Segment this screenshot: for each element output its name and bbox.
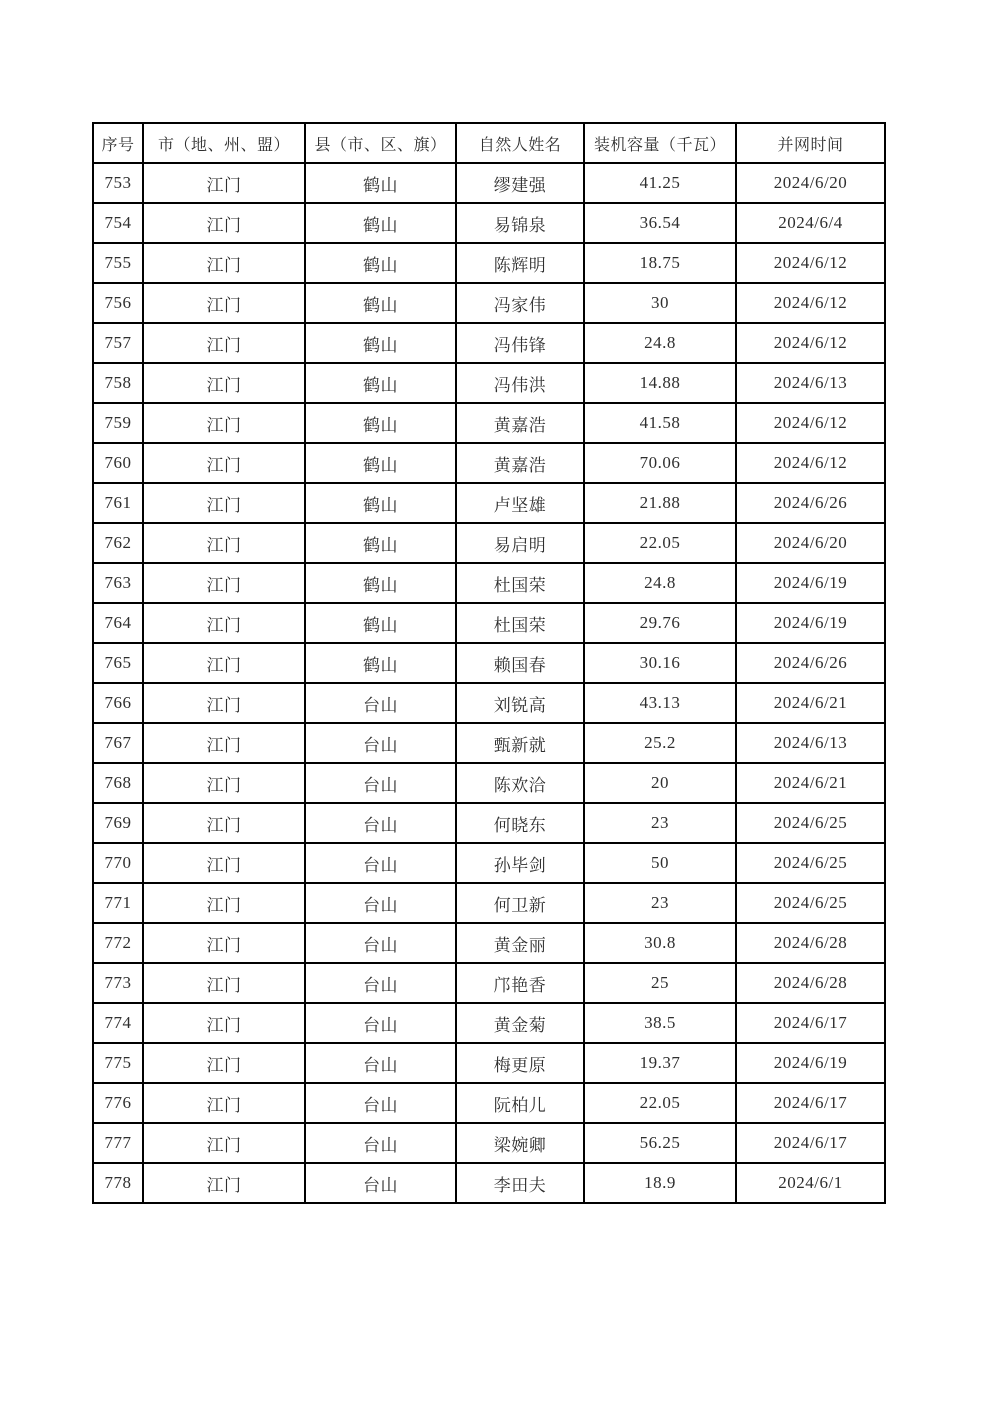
cell-person-name: 阮柏儿	[456, 1083, 584, 1123]
cell-county: 台山	[305, 803, 456, 843]
cell-serial-number: 771	[93, 883, 143, 923]
table-row	[93, 563, 885, 603]
cell-installed-capacity: 43.13	[584, 683, 736, 723]
cell-person-name: 卢坚雄	[456, 483, 584, 523]
cell-grid-connection-time: 2024/6/20	[736, 163, 885, 203]
cell-serial-number: 777	[93, 1123, 143, 1163]
cell-grid-connection-time: 2024/6/17	[736, 1083, 885, 1123]
cell-serial-number: 764	[93, 603, 143, 643]
header-county: 县（市、区、旗）	[305, 123, 456, 163]
cell-installed-capacity: 25.2	[584, 723, 736, 763]
cell-city: 江门	[143, 603, 305, 643]
cell-grid-connection-time: 2024/6/25	[736, 843, 885, 883]
cell-installed-capacity: 20	[584, 763, 736, 803]
cell-person-name: 黄金丽	[456, 923, 584, 963]
table-row	[93, 723, 885, 763]
cell-serial-number: 758	[93, 363, 143, 403]
cell-grid-connection-time: 2024/6/12	[736, 243, 885, 283]
cell-installed-capacity: 41.58	[584, 403, 736, 443]
grid-connection-table	[92, 122, 886, 1204]
cell-installed-capacity: 30	[584, 283, 736, 323]
cell-county: 台山	[305, 843, 456, 883]
cell-county: 台山	[305, 883, 456, 923]
cell-person-name: 甄新就	[456, 723, 584, 763]
cell-person-name: 梅更原	[456, 1043, 584, 1083]
table-row	[93, 763, 885, 803]
cell-county: 台山	[305, 683, 456, 723]
cell-installed-capacity: 22.05	[584, 523, 736, 563]
table-row	[93, 203, 885, 243]
cell-county: 鹤山	[305, 363, 456, 403]
cell-grid-connection-time: 2024/6/26	[736, 483, 885, 523]
cell-serial-number: 754	[93, 203, 143, 243]
cell-person-name: 刘锐高	[456, 683, 584, 723]
table-row	[93, 1083, 885, 1123]
cell-city: 江门	[143, 443, 305, 483]
cell-person-name: 杜国荣	[456, 563, 584, 603]
table-row	[93, 843, 885, 883]
cell-county: 鹤山	[305, 323, 456, 363]
header-person-name: 自然人姓名	[456, 123, 584, 163]
cell-grid-connection-time: 2024/6/4	[736, 203, 885, 243]
cell-installed-capacity: 29.76	[584, 603, 736, 643]
cell-county: 鹤山	[305, 203, 456, 243]
cell-installed-capacity: 25	[584, 963, 736, 1003]
cell-city: 江门	[143, 803, 305, 843]
cell-grid-connection-time: 2024/6/28	[736, 923, 885, 963]
cell-grid-connection-time: 2024/6/21	[736, 683, 885, 723]
cell-person-name: 冯伟洪	[456, 363, 584, 403]
table-body	[93, 163, 885, 1203]
cell-city: 江门	[143, 323, 305, 363]
cell-city: 江门	[143, 763, 305, 803]
cell-person-name: 李田夫	[456, 1163, 584, 1203]
cell-city: 江门	[143, 1043, 305, 1083]
cell-installed-capacity: 22.05	[584, 1083, 736, 1123]
cell-person-name: 孙毕剑	[456, 843, 584, 883]
cell-serial-number: 761	[93, 483, 143, 523]
cell-grid-connection-time: 2024/6/26	[736, 643, 885, 683]
table-row	[93, 1003, 885, 1043]
cell-city: 江门	[143, 203, 305, 243]
table-header-row	[93, 123, 885, 163]
table-row	[93, 963, 885, 1003]
table-row	[93, 923, 885, 963]
cell-city: 江门	[143, 563, 305, 603]
table-row	[93, 403, 885, 443]
cell-serial-number: 774	[93, 1003, 143, 1043]
cell-county: 鹤山	[305, 243, 456, 283]
cell-person-name: 缪建强	[456, 163, 584, 203]
cell-installed-capacity: 41.25	[584, 163, 736, 203]
cell-installed-capacity: 14.88	[584, 363, 736, 403]
cell-city: 江门	[143, 723, 305, 763]
cell-installed-capacity: 18.75	[584, 243, 736, 283]
cell-county: 台山	[305, 1123, 456, 1163]
cell-person-name: 邝艳香	[456, 963, 584, 1003]
table-row	[93, 283, 885, 323]
cell-installed-capacity: 21.88	[584, 483, 736, 523]
cell-serial-number: 767	[93, 723, 143, 763]
cell-serial-number: 773	[93, 963, 143, 1003]
cell-city: 江门	[143, 1083, 305, 1123]
cell-county: 鹤山	[305, 523, 456, 563]
cell-grid-connection-time: 2024/6/20	[736, 523, 885, 563]
table-header	[93, 123, 885, 163]
table-row	[93, 323, 885, 363]
cell-county: 台山	[305, 1043, 456, 1083]
cell-serial-number: 759	[93, 403, 143, 443]
cell-installed-capacity: 24.8	[584, 323, 736, 363]
cell-city: 江门	[143, 283, 305, 323]
cell-county: 鹤山	[305, 443, 456, 483]
cell-installed-capacity: 70.06	[584, 443, 736, 483]
cell-county: 鹤山	[305, 483, 456, 523]
header-grid-connection-time: 并网时间	[736, 123, 885, 163]
cell-city: 江门	[143, 683, 305, 723]
table-row	[93, 443, 885, 483]
cell-person-name: 黄金菊	[456, 1003, 584, 1043]
cell-person-name: 冯家伟	[456, 283, 584, 323]
cell-city: 江门	[143, 403, 305, 443]
cell-county: 鹤山	[305, 563, 456, 603]
table-row	[93, 803, 885, 843]
cell-city: 江门	[143, 923, 305, 963]
cell-city: 江门	[143, 1163, 305, 1203]
cell-serial-number: 770	[93, 843, 143, 883]
cell-city: 江门	[143, 1123, 305, 1163]
cell-person-name: 易锦泉	[456, 203, 584, 243]
cell-serial-number: 775	[93, 1043, 143, 1083]
cell-person-name: 黄嘉浩	[456, 403, 584, 443]
cell-serial-number: 766	[93, 683, 143, 723]
cell-serial-number: 762	[93, 523, 143, 563]
cell-county: 台山	[305, 923, 456, 963]
cell-grid-connection-time: 2024/6/19	[736, 603, 885, 643]
cell-serial-number: 765	[93, 643, 143, 683]
cell-county: 鹤山	[305, 283, 456, 323]
cell-grid-connection-time: 2024/6/19	[736, 563, 885, 603]
cell-person-name: 何晓东	[456, 803, 584, 843]
cell-serial-number: 778	[93, 1163, 143, 1203]
cell-grid-connection-time: 2024/6/21	[736, 763, 885, 803]
cell-grid-connection-time: 2024/6/12	[736, 323, 885, 363]
cell-grid-connection-time: 2024/6/28	[736, 963, 885, 1003]
cell-grid-connection-time: 2024/6/17	[736, 1003, 885, 1043]
cell-installed-capacity: 38.5	[584, 1003, 736, 1043]
cell-installed-capacity: 23	[584, 883, 736, 923]
cell-county: 台山	[305, 1083, 456, 1123]
cell-county: 台山	[305, 763, 456, 803]
table-row	[93, 1123, 885, 1163]
cell-serial-number: 772	[93, 923, 143, 963]
cell-serial-number: 763	[93, 563, 143, 603]
cell-person-name: 冯伟锋	[456, 323, 584, 363]
cell-county: 鹤山	[305, 403, 456, 443]
cell-city: 江门	[143, 1003, 305, 1043]
cell-person-name: 何卫新	[456, 883, 584, 923]
cell-grid-connection-time: 2024/6/25	[736, 803, 885, 843]
cell-serial-number: 755	[93, 243, 143, 283]
header-serial-number: 序号	[93, 123, 143, 163]
cell-installed-capacity: 50	[584, 843, 736, 883]
cell-installed-capacity: 30.8	[584, 923, 736, 963]
table-row	[93, 683, 885, 723]
cell-serial-number: 756	[93, 283, 143, 323]
cell-city: 江门	[143, 483, 305, 523]
cell-grid-connection-time: 2024/6/12	[736, 283, 885, 323]
cell-city: 江门	[143, 163, 305, 203]
table-row	[93, 243, 885, 283]
cell-person-name: 黄嘉浩	[456, 443, 584, 483]
cell-grid-connection-time: 2024/6/17	[736, 1123, 885, 1163]
cell-person-name: 陈辉明	[456, 243, 584, 283]
cell-installed-capacity: 23	[584, 803, 736, 843]
cell-city: 江门	[143, 883, 305, 923]
cell-installed-capacity: 36.54	[584, 203, 736, 243]
header-installed-capacity: 装机容量（千瓦）	[584, 123, 736, 163]
cell-serial-number: 768	[93, 763, 143, 803]
cell-city: 江门	[143, 523, 305, 563]
cell-county: 鹤山	[305, 643, 456, 683]
cell-person-name: 杜国荣	[456, 603, 584, 643]
cell-person-name: 陈欢洽	[456, 763, 584, 803]
cell-county: 台山	[305, 1003, 456, 1043]
cell-city: 江门	[143, 843, 305, 883]
cell-county: 台山	[305, 963, 456, 1003]
cell-installed-capacity: 19.37	[584, 1043, 736, 1083]
cell-serial-number: 757	[93, 323, 143, 363]
cell-serial-number: 769	[93, 803, 143, 843]
cell-person-name: 梁婉卿	[456, 1123, 584, 1163]
cell-grid-connection-time: 2024/6/1	[736, 1163, 885, 1203]
cell-county: 台山	[305, 1163, 456, 1203]
cell-serial-number: 776	[93, 1083, 143, 1123]
table-row	[93, 363, 885, 403]
cell-grid-connection-time: 2024/6/13	[736, 363, 885, 403]
header-city: 市（地、州、盟）	[143, 123, 305, 163]
cell-installed-capacity: 18.9	[584, 1163, 736, 1203]
cell-installed-capacity: 24.8	[584, 563, 736, 603]
table-row	[93, 483, 885, 523]
cell-county: 鹤山	[305, 163, 456, 203]
cell-installed-capacity: 56.25	[584, 1123, 736, 1163]
table-row	[93, 1043, 885, 1083]
cell-installed-capacity: 30.16	[584, 643, 736, 683]
table-row	[93, 603, 885, 643]
cell-grid-connection-time: 2024/6/19	[736, 1043, 885, 1083]
table-row	[93, 523, 885, 563]
cell-county: 鹤山	[305, 603, 456, 643]
table-row	[93, 163, 885, 203]
table-row	[93, 643, 885, 683]
cell-city: 江门	[143, 643, 305, 683]
cell-city: 江门	[143, 363, 305, 403]
cell-person-name: 易启明	[456, 523, 584, 563]
cell-serial-number: 760	[93, 443, 143, 483]
table-row	[93, 883, 885, 923]
cell-grid-connection-time: 2024/6/25	[736, 883, 885, 923]
cell-county: 台山	[305, 723, 456, 763]
cell-city: 江门	[143, 243, 305, 283]
cell-grid-connection-time: 2024/6/12	[736, 403, 885, 443]
cell-grid-connection-time: 2024/6/12	[736, 443, 885, 483]
cell-grid-connection-time: 2024/6/13	[736, 723, 885, 763]
table-row	[93, 1163, 885, 1203]
cell-person-name: 赖国春	[456, 643, 584, 683]
cell-serial-number: 753	[93, 163, 143, 203]
cell-city: 江门	[143, 963, 305, 1003]
